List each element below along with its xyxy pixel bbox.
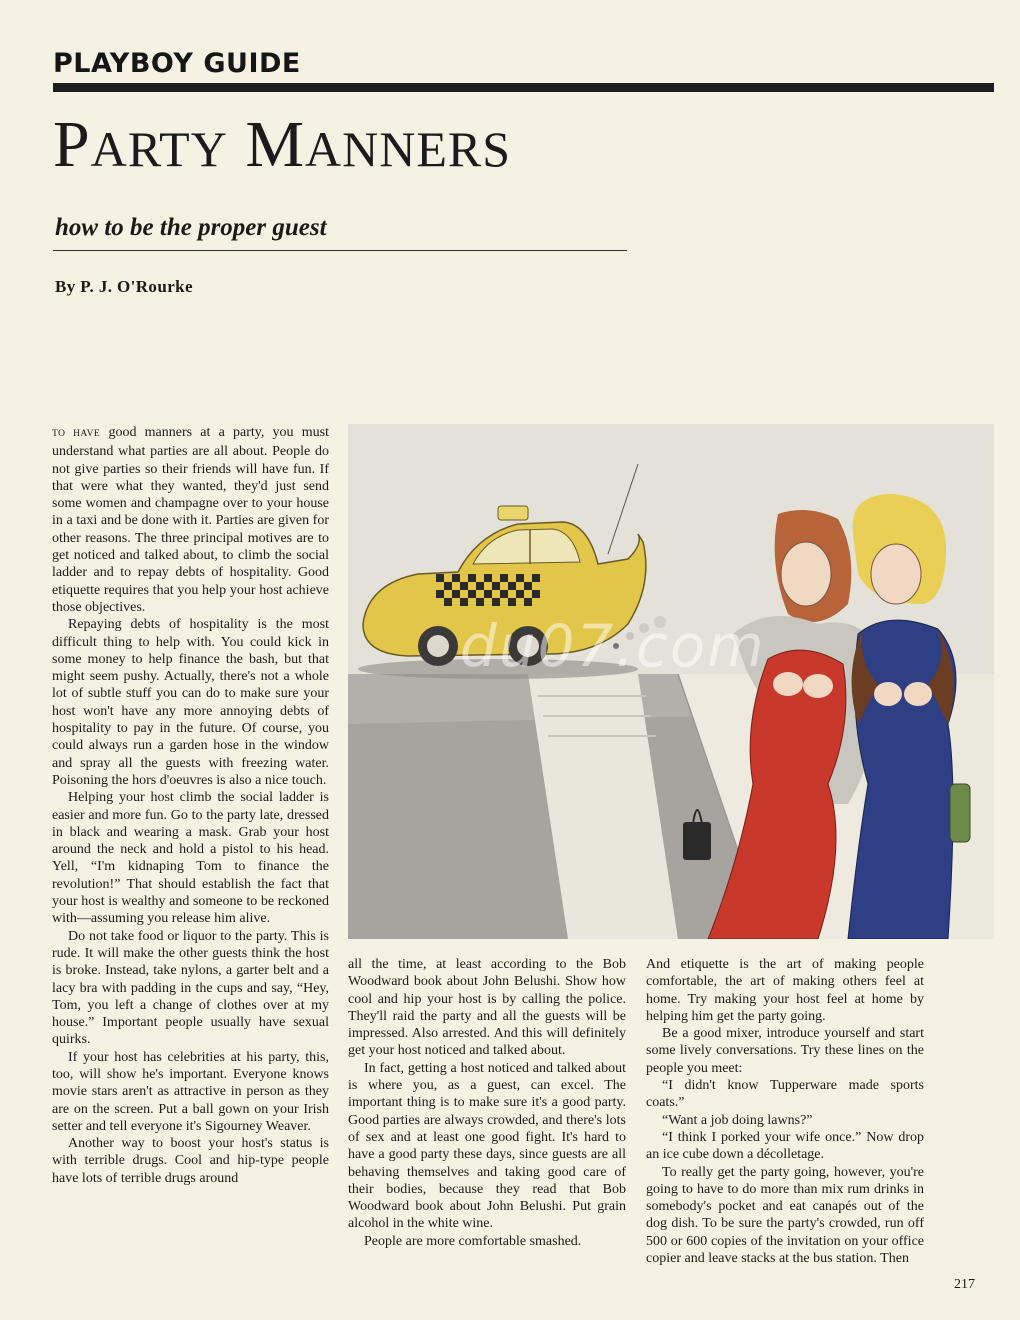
paragraph: People are more comfortable smashed. <box>364 1233 582 1249</box>
paragraph: Repaying debts of hospitality is the most difficult thing to help with. You could kick in some money to help finance the bash, but that might seem pushy. Actually, there's not a whole lot of subtle stuff you can do to make sure your host won't have any more annoying debts of hospitality to pay in the future. Of course, you could always run a garden hose in the window and spray all the guests with freezing water. Poisoning the hors d'oeuvres is also a nice touch. <box>52 617 329 788</box>
watermark: du07.com <box>460 612 766 680</box>
paragraph: Helping your host climb the social ladder is easier and more fun. Go to the party late, dressed in black and wearing a mask. Grab your host around the neck and hold a pistol to his head. Yell, “I'm kidnaping Tom to finance the revolution!” That should establish the fact that your host is wealthy and someone to be reckoned with—assuming you release him alive. <box>52 790 329 927</box>
header-rule <box>53 83 994 92</box>
page-number: 217 <box>954 1277 975 1292</box>
headline-word-anners: ANNERS <box>305 121 512 177</box>
paragraph: In fact, getting a host noticed and talked about is where you, as a guest, can excel. The important thing is to make sure it's a good party. Good parties are always crowded, and there's lots of sex and at least one good fight. It's hard to have a good party these days, since guests are all behaving themselves and taking good care of their bodies, because they read that Bob Woodward book about John Belushi. Put grain alcohol in the white wine. <box>348 1060 626 1232</box>
byline: By P. J. O'Rourke <box>55 277 193 296</box>
paragraph: Do not take food or liquor to the party. This is rude. It will make the other guests think the host is broke. Instead, take nylons, a garter belt and a lacy bra with padding in the cups and say, “Hey, Tom, you left a change of clothes over at my house.” Important people usually have sexual quirks. <box>52 928 329 1048</box>
paragraph: “I didn't know Tupperware made sports coats.” <box>646 1078 924 1111</box>
paragraph: Another way to boost your host's status is with terrible drugs. Cool and hip-type people have lots of terrible drugs around <box>52 1136 329 1186</box>
illustration <box>348 424 994 939</box>
article-column-2 <box>348 956 626 1250</box>
paragraph: Be a good mixer, introduce yourself and start some lively conversations. Try these lines on the people you meet: <box>646 1026 924 1076</box>
headline-initial-m: M <box>245 108 306 181</box>
paragraph: “Want a job doing lawns?” <box>662 1112 813 1128</box>
headline <box>53 108 512 181</box>
dek: how to be the proper guest <box>55 214 327 241</box>
paragraph: If your host has celebrities at his party, this, too, will show he's important. Everyone knows movie stars aren't as attractive in person as they are on the screen. Put a ball gown on your Irish setter and tell everyone it's Sigourney Weaver. <box>52 1049 329 1134</box>
paragraph: TO HAVE good manners at a party, you must understand what parties are all about. People do not give parties so their friends will have fun. If that were what they wanted, they'd just send some women and champagne over to your house in a taxi and be done with it. Parties are given for other reasons. The three principal motives are to get noticed and talked about, to climb the social ladder and to repay debts of hospitality. Good etiquette requires that you help your host achieve those objectives. <box>52 425 329 615</box>
paragraph: And etiquette is the art of making people comfortable, the art of making others feel at home. Try making your host feel at home by helping him get the party going. <box>646 957 924 1024</box>
section-rubric: PLAYBOY GUIDE <box>53 48 301 79</box>
lead-in: TO HAVE <box>52 429 101 439</box>
headline-word-arty: ARTY <box>90 121 228 177</box>
article-column-3 <box>646 956 924 1267</box>
headline-initial-p: P <box>53 108 91 181</box>
paragraph: all the time, at least according to the Bob Woodward book about John Belushi. Show how cool and hip your host is by calling the police. They'll raid the party and all the guests will be impressed. Also arrested. And this will definitely get your host noticed and talked about. <box>348 957 626 1059</box>
article-column-1 <box>52 424 329 1187</box>
dek-rule <box>53 250 627 251</box>
paragraph: To really get the party going, however, you're going to have to do more than mix rum drinks in somebody's pocket and eat canapés out of the dog dish. To be sure the party's crowded, run off 500 or 600 copies of the invitation on your office copier and leave stacks at the bus station. Then <box>646 1164 924 1267</box>
paragraph: “I think I porked your wife once.” Now drop an ice cube down a décolletage. <box>646 1129 924 1163</box>
